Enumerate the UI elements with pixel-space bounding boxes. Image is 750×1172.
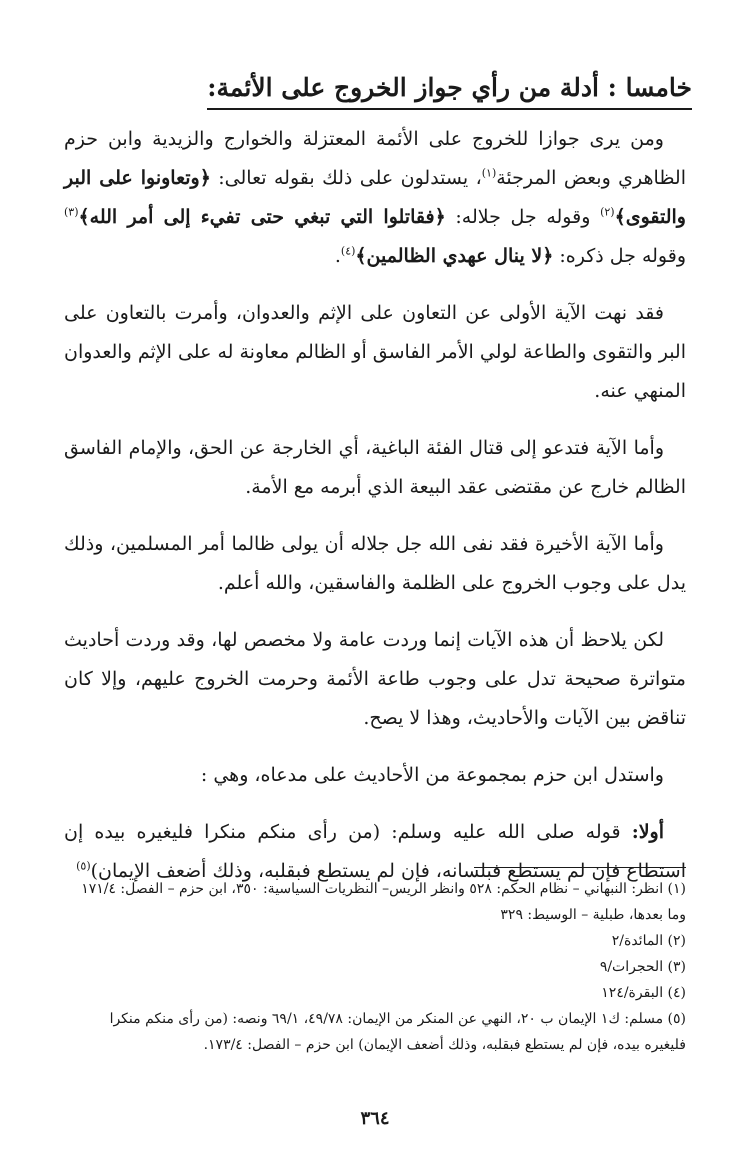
footnote-1: (١) انظر: النبهاني – نظام الحكم: ٥٢٨ وانظر الريس– النظريات السياسية: ٣٥٠، ابن حزم – الفصل: ١٧١/٤ وما بعدها، طبلية – الوسيط: ٣٢٩ xyxy=(81,881,686,923)
paragraph-5: لكن يلاحظ أن هذه الآيات إنما وردت عامة ولا مخصص لها، وقد وردت أحاديث متواترة صحيحة تدل على وجوب طاعة الأئمة وحرمت الخروج عليهم، وإلا كان تناقض بين الآيات والأحاديث، وهذا لا يصح. xyxy=(64,629,686,729)
footnote-ref-5: (٥) xyxy=(76,859,91,873)
paragraph-1 xyxy=(64,120,686,276)
paragraph-1-text-4: وقوله جل ذكره: xyxy=(553,245,686,267)
paragraph-2: فقد نهت الآية الأولى عن التعاون على الإثم والعدوان، وأمرت بالتعاون على البر والتقوى والطاعة لولي الأمر الفاسق أو الظالم معاونة له على الإثم والعدوان المنهي عنه. xyxy=(64,302,686,402)
paragraph-3: وأما الآية فتدعو إلى قتال الفئة الباغية، أي الخارجة عن الحق، والإمام الفاسق الظالم خارج عن مقتضى عقد البيعة الذي أبرمه مع الأمة. xyxy=(64,437,686,498)
quran-verse-1: ﴿وتعاونوا على البر والتقوى﴾ xyxy=(64,167,686,228)
section-heading: خامسا : أدلة من رأي جواز الخروج على الأئمة: xyxy=(207,70,692,110)
quran-verse-3: ﴿لا ينال عهدي الظالمين﴾ xyxy=(355,245,554,267)
footnote-2: (٢) المائدة/٢ xyxy=(611,933,686,949)
paragraph-4: وأما الآية الأخيرة فقد نفى الله جل جلاله أن يولى ظالما أمر المسلمين، وذلك يدل على وجوب الخروج على الظلمة والفاسقين، والله أعلم. xyxy=(64,533,686,594)
body-text xyxy=(64,120,686,909)
paragraph-7-lead: أولا: xyxy=(631,821,664,843)
footnote-ref-1: (١) xyxy=(481,166,497,180)
quran-verse-2: ﴿فقاتلوا التي تبغي حتى تفيء إلى أمر الله﴾ xyxy=(78,206,446,228)
paragraph-1-text-2: ، يستدلون على ذلك بقوله تعالى: xyxy=(210,167,482,189)
footnote-ref-4: (٤) xyxy=(340,244,356,258)
footnote-5: (٥) مسلم: ك١ الإيمان ب ٢٠، النهي عن المنكر من الإيمان: ٤٩/٧٨، ٦٩/١ ونصه: (من رأى منكم منكرا فليغيره بيده، فإن لم يستطع فبقلبه، وذلك أضعف الإيمان) ابن حزم – الفصل: ١٧٣/٤. xyxy=(109,1011,686,1053)
paragraph-1-text-1: ومن يرى جوازا للخروج على الأئمة المعتزلة والخوارج والزيدية وابن حزم الظاهري وبعض المرجئة xyxy=(64,128,687,189)
paragraph-1-text-3: وقوله جل جلاله: xyxy=(445,206,601,228)
footnote-separator xyxy=(474,867,686,868)
paragraph-6: واستدل ابن حزم بمجموعة من الأحاديث على مدعاه، وهي : xyxy=(200,764,664,786)
paragraph-1-text-5: . xyxy=(334,245,341,267)
footnote-4: (٤) البقرة/١٢٤ xyxy=(601,985,686,1001)
footnote-ref-3: (٣) xyxy=(64,205,79,219)
page-number: ٣٦٤ xyxy=(360,1108,390,1129)
footnote-ref-2: (٢) xyxy=(600,205,615,219)
footnote-3: (٣) الحجرات/٩ xyxy=(599,959,686,975)
footnotes xyxy=(64,876,686,1058)
paragraph-7-text: قوله صلى الله عليه وسلم: (من رأى منكم منكرا فليغيره بيده إن استطاع فإن لم يستطع فبلسانه، فإن لم يستطع فبقلبه، وذلك أضعف الإيمان) xyxy=(64,821,686,882)
